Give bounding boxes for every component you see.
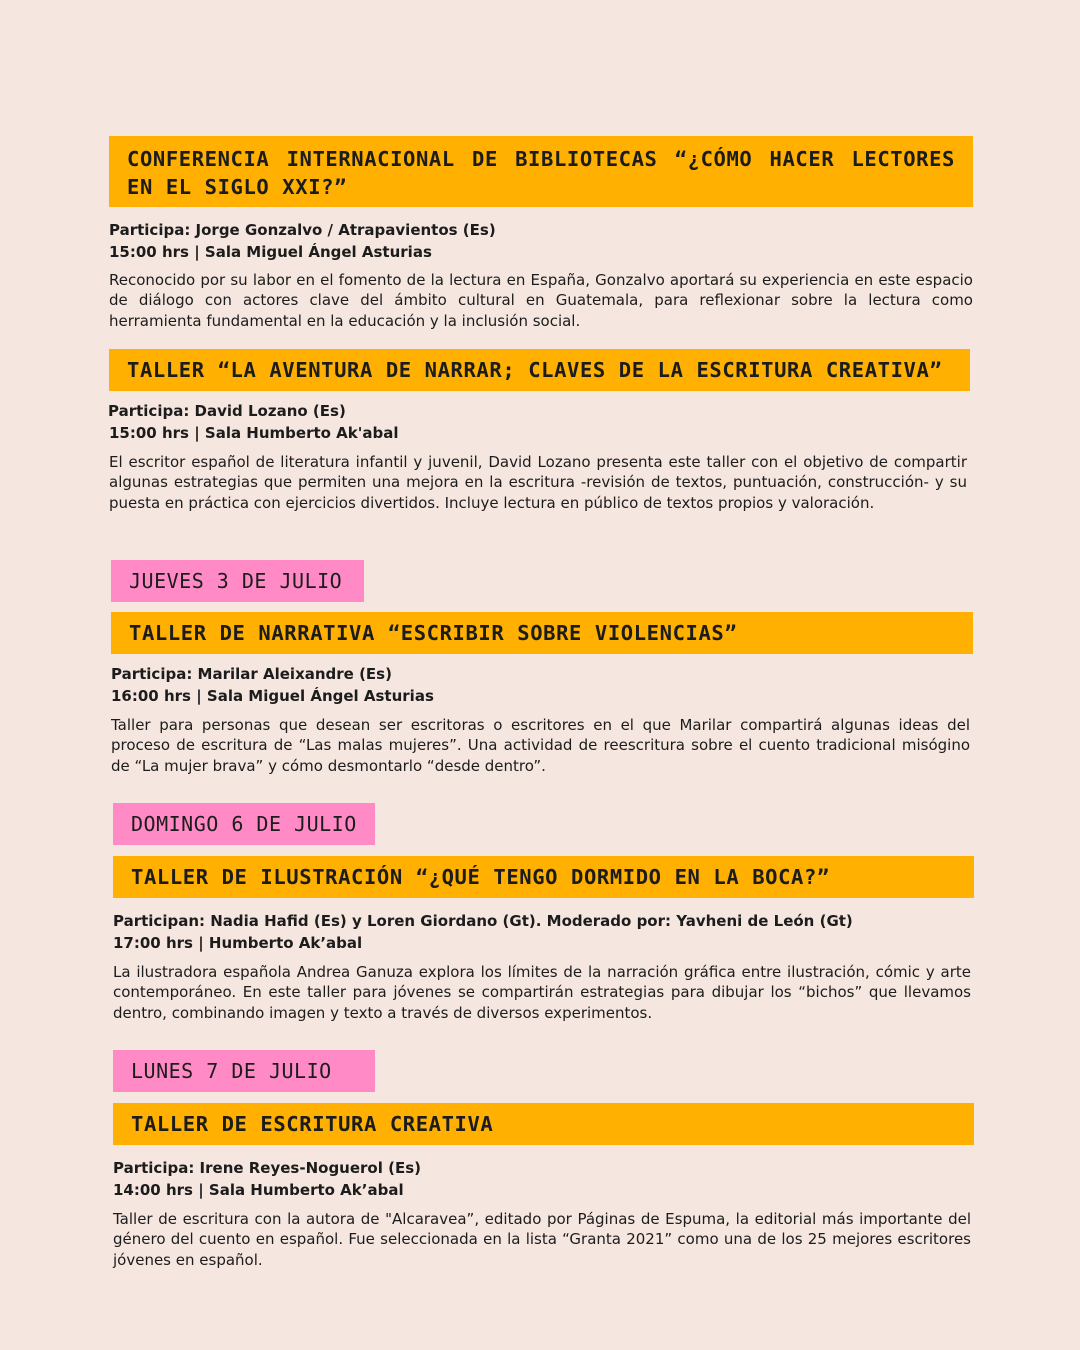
- event-participants: Participan: Nadia Hafid (Es) y Loren Giordano (Gt). Moderado por: Yavheni de León (Gt): [113, 912, 853, 930]
- event-participants: Participa: Marilar Aleixandre (Es): [111, 665, 392, 683]
- event-description: Taller para personas que desean ser escritoras o escritores en el que Marilar compartirá algunas ideas del proceso de escritura de “Las malas mujeres”. Una actividad de reescritura sobre el cuento tradicional misógino de “La mujer brava” y cómo desmontarlo “desde dentro”.: [111, 716, 970, 775]
- event-participants: Participa: David Lozano (Es): [108, 402, 346, 420]
- event-title: TALLER “LA AVENTURA DE NARRAR; CLAVES DE LA ESCRITURA CREATIVA”: [109, 349, 970, 391]
- event-time-place: 14:00 hrs | Sala Humberto Ak’abal: [113, 1181, 404, 1199]
- event-description: El escritor español de literatura infantil y juvenil, David Lozano presenta este taller con el objetivo de compartir algunas estrategias que permiten una mejora en la escritura -revisión de textos, puntuación, construcción- y su puesta en práctica con ejercicios divertidos. Incluye lectura en público de textos propios y valoración.: [109, 453, 967, 512]
- event-time-place: 17:00 hrs | Humberto Ak’abal: [113, 934, 363, 952]
- date-label: DOMINGO 6 DE JULIO: [113, 803, 375, 845]
- event-time-place: 15:00 hrs | Sala Humberto Ak'abal: [109, 424, 399, 442]
- event-time-place: 16:00 hrs | Sala Miguel Ángel Asturias: [111, 687, 434, 705]
- event-description: Taller de escritura con la autora de "Alcaravea”, editado por Páginas de Espuma, la editorial más importante del género del cuento en español. Fue seleccionada en la lista “Granta 2021” como una de los 25 mejores escritores jóvenes en español.: [113, 1210, 971, 1269]
- event-title: TALLER DE ILUSTRACIÓN “¿QUÉ TENGO DORMIDO EN LA BOCA?”: [113, 856, 974, 898]
- event-participants: Participa: Jorge Gonzalvo / Atrapavientos (Es): [109, 221, 496, 239]
- date-label: LUNES 7 DE JULIO: [113, 1050, 375, 1092]
- event-title: TALLER DE ESCRITURA CREATIVA: [113, 1103, 974, 1145]
- event-description: La ilustradora española Andrea Ganuza explora los límites de la narración gráfica entre ilustración, cómic y arte contemporáneo. En este taller para jóvenes se compartirán estrategias para dibujar los “bichos” que llevamos dentro, combinando imagen y texto a través de diversos experimentos.: [113, 963, 971, 1022]
- event-title: TALLER DE NARRATIVA “ESCRIBIR SOBRE VIOLENCIAS”: [111, 612, 973, 654]
- event-time-place: 15:00 hrs | Sala Miguel Ángel Asturias: [109, 243, 432, 261]
- event-description: Reconocido por su labor en el fomento de la lectura en España, Gonzalvo aportará su experiencia en este espacio de diálogo con actores clave del ámbito cultural en Guatemala, para reflexionar sobre la lectura como herramienta fundamental en la educación y la inclusión social.: [109, 271, 973, 330]
- date-label: JUEVES 3 DE JULIO: [111, 560, 364, 602]
- event-participants: Participa: Irene Reyes-Noguerol (Es): [113, 1159, 421, 1177]
- event-title: CONFERENCIA INTERNACIONAL DE BIBLIOTECAS “¿CÓMO HACER LECTORES EN EL SIGLO XXI?”: [109, 136, 973, 207]
